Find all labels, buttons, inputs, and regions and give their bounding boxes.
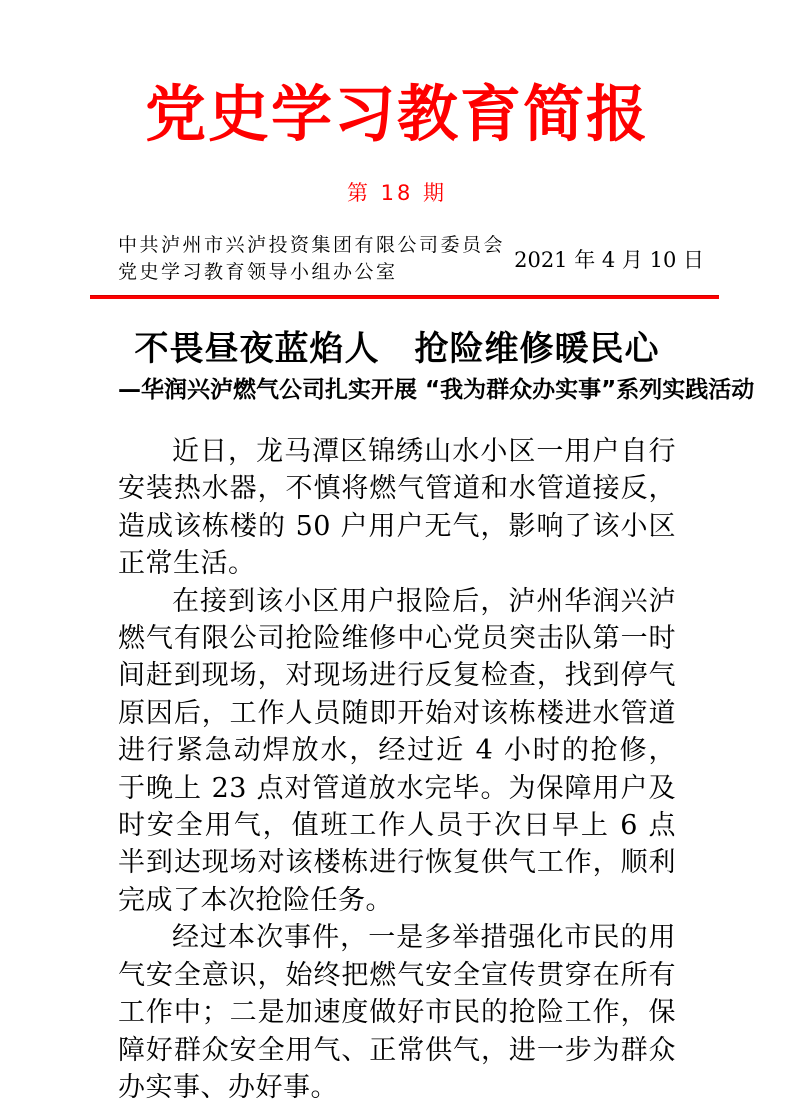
issue-date: 2021 年 4 月 10 日 [514, 248, 704, 272]
issuing-org-block [118, 232, 505, 286]
issue-number: 第 18 期 [346, 181, 448, 205]
article-title: 不畏昼夜蓝焰人 抢险维修暖民心 [134, 329, 660, 369]
org-line-office: 党史学习教育领导小组办公室 [118, 261, 398, 283]
article-subtitle: —华润兴泸燃气公司扎实开展 “我为群众办实事”系列实践活动 [118, 377, 755, 403]
article [118, 329, 755, 1106]
body-paragraph: 经过本次事件，一是多举措强化市民的用气安全意识，始终把燃气安全宣传贯穿在所有工作中；二是加速度做好市民的抢险工作，保障好群众安全用气、正常供气，进一步为群众办实事、办好事。 [118, 922, 676, 1103]
bulletin-title: 党史学习教育简报 [144, 79, 649, 150]
body-paragraph: 近日，龙马潭区锦绣山水小区一用户自行安装热水器，不慎将燃气管道和水管道接反，造成该栋楼的 50 户用户无气，影响了该小区正常生活。 [118, 436, 676, 580]
body-paragraph: 在接到该小区用户报险后，泸州华润兴泸燃气有限公司抢险维修中心党员突击队第一时间赶到现场，对现场进行反复检查，找到停气原因后，工作人员随即开始对该栋楼进水管道进行紧急动焊放水，经过近 4 小时的抢修，于晚上 23 点对管道放水完毕。为保障用户及时安全用气，值班工作人员于次日早上 6 点半到达现场对该楼栋进行恢复供气工作，顺利完成了本次抢险任务。 [118, 585, 676, 916]
article-body [118, 433, 676, 1106]
org-line-committee: 中共泸州市兴泸投资集团有限公司委员会 [118, 234, 506, 256]
masthead-info-row [118, 232, 704, 286]
masthead [118, 0, 704, 299]
red-divider-line [90, 295, 719, 299]
